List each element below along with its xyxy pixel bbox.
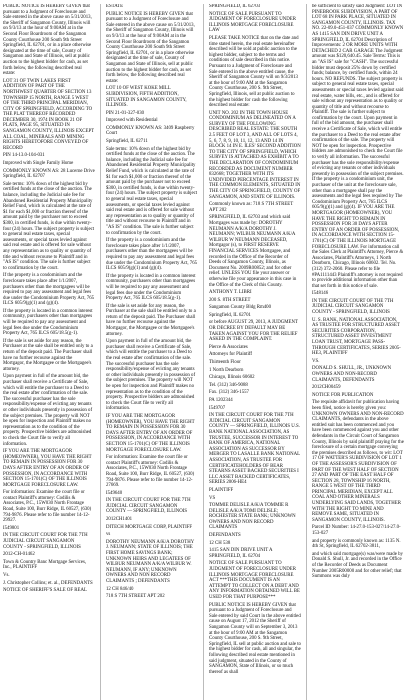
notice-paragraph: J. Christopher Collins; et. al., DEFENDANTS: [3, 580, 93, 586]
notice-paragraph: Springfield, IL 62711: [106, 139, 148, 145]
notice-paragraph: 1 North Dearborn: [209, 367, 244, 373]
notice-paragraph: and which said mortgage(s) was/were made by Donald S. Shull, Jr. and recorded in the Office of the Recorder of Deeds as Document Number 2005R00000 and for other relief; that Summons was duly: [312, 551, 403, 580]
notice-paragraph: be sufficient to satisfy said Judgment: LOT IN PINEBROOK SUBDIVISION, A PART OF LOT 68 IN PARK PLACE, SITUATED IN SANGAMON COUNTY, ILLINOIS. TAX NO. 22-09.0-451-037 COMMONLY KNOWN AS 1415 SAN DIN DRIVE UNIT A SPRINGFIELD, IL 62704 Description of Improvements: 2 OR MORE UNITS WITH DETACHED 2 CAR GARAGE The Judgment amount was $120,640.45. Sale Terms: This is an "AS IS" sale for "CASH". The successful bidder must deposit 25% down by certified funds; balance, by certified funds, within 24 hours. NO REFUNDS. The subject property is subject to general real estate taxes, special assessments or special taxes levied against said real estate, water bills, etc., and is offered for sale without any representation as to quality or quantity of title and without recourse to Plaintiff. The sale is further subject to confirmation by the court. Upon payment in full of the bid amount, the purchaser shall receive a Certificate of Sale, which will entitle the purchaser to a Deed to the real estate after confirmation of the sale. The property will NOT be open for inspection. Prospective bidders are admonished to check the Court file to verify all information. The successful purchaser has the sole responsibility/expense of evicting any tenants or other individuals presently in possession of the subject premises. If the property is a condominium unit, the purchaser of the unit at the foreclosure sale, other than a mortgagee shall pay the assessments and the legal fees required by The Condominium Property Act, 765 ILCS 605/9(g)(1) and (g)(4). IF YOU ARE THE MORTGAGOR (HOMEOWNER), YOU HAVE THE RIGHT TO REMAIN IN POSSESSION FOR 30 DAYS AFTER ENTRY OF AN ORDER OF POSSESSION, IN ACCORDANCE WITH SECTION 15-1701(C) OF THE ILLINOIS MORTGAGE FORECLOSURE LAW. For information call the Sales Clerk at Plaintiff's Attorney, Pierce & Associates, Plaintiff's Attorneys, 1 North Dearborn, Chicago, Illinois 60602. Tel. No. (312) 372-2060. Please refer to file #PA1111443 Plaintiff's attorney is not required to provide additional information other than that set forth in this notice of sale.: [312, 4, 404, 289]
notice-paragraph: NOTICE OF SALE PURSUANT TO JUDGMENT OF FORECLOSURE UNDER ILLINOIS MORTGAGE FORECLOSURE LAW: [209, 11, 296, 34]
notice-paragraph: ESTATE: [106, 4, 124, 9]
notice-paragraph: IN THE CIRCUIT COURT OF THE 7TH JUDICIAL CIRCUIT SANGAMON COUNTY - SPRINGFIELD, ILLINOIS: [312, 298, 394, 316]
notice-paragraph: The requisite affidavit for publication having been filed, notice is hereby given you: UNKNOWN OWNERS AND NON-RECORD CLAIMANTS, defendants in the above entitled suit has been commenced and you have been commenced against you and other defendants in the Circuit Court of Sangamon County, Illinois by said plaintiff praying for the foreclosure of a certain mortgage conveying the premises described as follows, to wit: LOT 17 OF WATTER'S SUBDIVISION OF LOT 1 OF THE ASSESSOR'S SUBDIVISION OF PART OF THE WEST HALF OF SECTION 27 AND PART OF THE EAST HALF OF SECTION 28, TOWNSHIP 16 NORTH, RANGE 5 WEST OF THE THIRD PRINCIPAL MERIDIAN, EXCEPT ALL COAL AND OTHER MINERALS UNDERLYING SAID LANDS, TOGETHER WITH THE RIGHT TO MINE AND REMOVE SAME, SITUATED IN SANGAMON COUNTY, ILLINOIS.: [312, 400, 404, 523]
notice-paragraph: Commonly known as: 718 S 7TH STREET APT 202: [209, 202, 294, 213]
notice-paragraph: PUBLIC NOTICE IS HEREBY GIVEN that pursuant to a Judgment of Foreclosure and Sale entered by said Court in the above entitled cause on August 17, 2012 the Sheriff of Sangamon County will on September 3, 2013 at the hour of 9:00 AM at the Sangamon County Courthouse, 200 S. 9th Street, Springfield, IL sell at public auction and sale to the highest bidder for cash, all and singular, the following described real estate mentioned in said judgment, situated in the County of SANGAMON, State of Illinois, or so much thereof as shall: [209, 602, 301, 675]
notice-paragraph: SPRINGFIELD, IL 62703: [209, 4, 261, 9]
notice-paragraph: NOTICE OF SALE PURSUANT TO JUDGMENT OF FORECLOSURE UNDER ILLINOIS MORTGAGE FORECLOSURE ACT ***THIS DOCUMENT IS AN ATTEMPT TO COLLECT ON A DEBT AND ANY INFORMATION OBTAINED WILL BE USED FOR THAT PURPOSE***: [209, 561, 300, 600]
notice-paragraph: PIN 21-01-327-030: [106, 110, 145, 116]
notice-paragraph: Parcel ID Number: 14-27.0-153-027/14-27.0-153-027: [312, 525, 401, 537]
notice-paragraph: and property is commonly known as: 1135 N. 4th St, Springfield, IL 62702-3811,: [312, 538, 401, 550]
notice-paragraph: PLAINTIFF: [209, 487, 234, 493]
notice-paragraph: UNIT NO. 202 IN THE TOWN HOUSE CONDOMINIUM AS DELINEATED ON A SURVEY OF THE FOLLOWING DESCRIBED REAL ESTATE: THE SOUTH 2.5 FEET OF LOT 3, AND ALL OF LOTS 4, 5, 6, 7, 8, 9, 10, 11, 12, 13 AND 14 IN BLOCK 14 IN E. ILES' SECOND ADDITION TO THE CITY OF SPRINGFIELD, WHICH SURVEY IS ATTACHED AS EXHIBIT A TO THE DECLARATION OF CONDOMINIUM RECORDED AS DOCUMENT NUMBER 832668; TOGETHER WITH ITS UNDIVIDED PERCENTAGE INTEREST IN THE COMMON ELEMENTS, SITUATED IN THE CITY OF SPRINGFIELD, COUNTY OF SANGAMON, AND STATE OF ILLINOIS.: [209, 110, 301, 200]
column-4: [312, 4, 404, 700]
notice-paragraph: PA 1202344: [209, 398, 233, 403]
notice-paragraph: If the sale is set aside for any reason, the Purchaser at the sale shall be entitled only to a return of the deposit paid. The Purchaser shall have no further recourse against the Mortgagor, the Mortgagee or the Mortgagee's attorney.: [3, 338, 93, 372]
notice-paragraph: IF YOU ARE THE MORTGAGOR (HOMEOWNER), YOU HAVE THE RIGHT TO REMAIN IN POSSESSION FOR 30 DAYS AFTER ENTRY OF AN ORDER OF POSSESSION, IN ACCORDANCE WITH SECTION 15-1701(C) OF THE ILLINOIS MORTGAGE FORECLOSURE LAW.: [3, 449, 92, 488]
notice-paragraph: PUBLIC NOTICE IS HEREBY GIVEN that pursuant to a Judgment of Foreclosure and Sale entered in the above cause on 5/31/2013, the Sheriff of Sangamon County, Illinois will on 9/3/13 at the hour of 9:00AM at in the Second Floor Boardroom of the Sangamon County Courthouse 200 South 9th Street Springfield, IL 62701, or in a place otherwise designated at the time of sale, County of Sangamon and State of Illinois, sell at public auction to the highest bidder for cash, as set forth below, the following described real estate:: [3, 4, 92, 77]
notice-paragraph: Sale terms: 10% down of the highest bid by certified funds at the close of the auction. The balance, including the Judicial sale fee for Abandoned Residential Property Municipality Relief Fund, which is calculated at the rate of $1 for each $1,000 or fraction thereof of the amount paid by the purchaser not to exceed $300, in certified funds, is due within twenty-four (24) hours. The subject property is subject to general real estate taxes, special assessments, or special taxes levied against said real estate and is offered for sale without any representation as to quality or quantity of title and without recourse to Plaintiff and in "AS IS" condition. The sale is further subject to confirmation by the court.: [3, 181, 95, 271]
notice-paragraph: 2012CH1401: [106, 517, 133, 523]
notice-paragraph: Improved with Single Family Home: [3, 161, 74, 167]
notice-paragraph: Springfield, IL 62701: [209, 312, 251, 318]
notice-paragraph: NOTICE FOR PUBLICATION: [312, 392, 374, 398]
notice-paragraph: LOT 10 OF WEST KOKE MILL SUBDIVISION, FIFTH ADDITION, SITUATED IN SANGAMON COUNTY, ILLINOIS.: [106, 86, 187, 109]
notice-paragraph: 2012CH00459: [312, 385, 341, 391]
notice-paragraph: If the property is located in a common interest community, purchasers other than mortgagees will be required to pay any assessment and legal fees due under the Condominium Property Act, 765 ILCS 605/18.5(g-1).: [3, 308, 93, 337]
notice-paragraph: PLEASE TAKE NOTICE that on the date and time stated herein, the real estate hereinafter described will be sold at public auction to the highest bidder, subject to the terms and conditions of sale described in this notice. Pursuant to a Judgment of Foreclosure and Sale entered in the above entitled cause, the Sheriff of Sangamon County will on 9/3/2013 at the hour of 9:00 AM at the Sangamon County Courthouse, 200 S. 9th Street, Springfield, Illinois, sell at public auction to the highest bidder for cash the following described real estate:: [209, 35, 299, 109]
notice-paragraph: LOT 31 OF TWIN LAKES FIRST ADDITION OF PART OF THE NORTHWEST QUARTER OF SECTION 13 TOWNSHIP 15 NORTH, RANGE 5 WEST OF THE THIRD PRINCIPAL MERIDIAN, CITY OF SPRINGFIELD, ACCORDING TO THE PLAT THEREOF RECORDED DECEMBER 30, 1974 IN BOOK 21 OF PLATS, PAGE 95, SITUATED IN SANGAMON COUNTY, ILLINOIS EXCEPT ALL COAL, MINERALS AND MINING RIGHTS HERETOFORE CONVEYED OF RECORD: [3, 78, 95, 151]
notice-paragraph: Improved with Residential: [106, 118, 158, 124]
notice-paragraph: 1415 SAN DIN DRIVE UNIT A SPRINGFIELD, IL 62704: [209, 548, 273, 559]
notice-paragraph: 200 S. 8TH STREET: [209, 297, 251, 303]
notice-paragraph: If the property is located in a common interest community, purchasers other than mortgagees will be required to pay any assessment and legal fees due under the Condominium Property Act, 765 ILCS 605/18.5(g-1).: [106, 273, 196, 302]
notice-paragraph: vs: [106, 532, 111, 538]
notice-paragraph: 718 S 7TH STREET APT 202: [106, 594, 165, 600]
notice-paragraph: PIN 14-13.0-104-031: [3, 153, 45, 159]
notice-paragraph: 2012-CH-01462: [3, 552, 35, 558]
notice-paragraph: Attorneys for Plaintiff: [209, 352, 252, 358]
notice-paragraph: Pierce & Associates: [209, 344, 248, 350]
notice-paragraph: VS: [209, 495, 216, 501]
notice-paragraph: DEFENDANTS: [209, 533, 241, 539]
notice-paragraph: Upon payment in full of the amount bid, the purchaser shall receive a Certificate of Sale, which will entitle the purchaser to a Deed to the real estate after confirmation of the sale. The successful purchaser has the sole responsibility/expense of evicting any tenants or other individuals presently in possession of the subject premises. The property will NOT be open for inspection and Plaintiff makes no representation as to the condition of the property. Prospective bidders are admonished to check the Court file to verify all information.: [3, 374, 93, 447]
notice-paragraph: I549707: [209, 405, 226, 411]
notice-paragraph: COMMONLY KNOWN AS: 3409 Raspberry Court: [106, 125, 195, 137]
notice-paragraph: Upon payment in full of the amount bid, the purchaser shall receive a Certificate of Sale, which will entitle the purchaser to a Deed to the real estate after confirmation of the sale. The successful purchaser has the sole responsibility/expense of evicting any tenants or other individuals presently in possession of the subject premises. The property will NOT be open for inspection and Plaintiff makes no representation as to the condition of the property. Prospective bidders are admonished to check the Court file to verify all information.: [106, 339, 196, 412]
notice-paragraph: Vs.: [3, 573, 10, 578]
notice-paragraph: DOROTHY NEUMANN A/K/A DOROTHY J. NEUMANN; STATE OF ILLINOIS; THE FIRST HOME SAVINGS BANK; UNKNOWN HEIRS AND LEGATEES OF WILBUR NEUMANN A/K/A WILBUR W. NEUMANN, IF ANY; UNKNOWN OWNERS AND NON RECORD CLAIMANTS ; DEFENDANTS: [106, 539, 195, 584]
notice-paragraph: I549801: [3, 525, 20, 531]
notice-paragraph: COMMONLY KNOWN AS: 28 Lucerne Drive Springfield, IL 62707: [3, 168, 95, 180]
notice-paragraph: If the property is a condominium and the foreclosure takes place after 1/1/2007, purchasers other than the mortgagees will be required to pay any assessment and legal fees due under the Condominium Property Act, 765 ILCS 605/9(g)(1) and (g)(4).: [3, 273, 95, 307]
notice-paragraph: I549640: [106, 490, 123, 496]
notice-paragraph: TOMMIE DELISLE A/K/A TOMMIE R DELISLE A/K/A TOMI DELISLE; ROCHESTER STATE BANK; UNKNOWN OWNERS AND NON RECORD CLAIMANTS: [209, 503, 296, 531]
column-separator: [100, 4, 101, 700]
notice-paragraph: Town & Country Banc Mortgage Services, Inc., PLAINTIFF: [3, 559, 87, 571]
notice-paragraph: IF YOU ARE THE MORTGAGOR (HOMEOWNER), YOU HAVE THE RIGHT TO REMAIN IN POSSESSION FOR 30 DAYS AFTER ENTRY OF AN ORDER OF POSSESSION, IN ACCORDANCE WITH SECTION 15-1701(C) OF THE ILLINOIS MORTGAGE FORECLOSURE LAW.: [106, 413, 195, 453]
notice-paragraph: Fax. (312) 346-1557: [209, 390, 249, 396]
notice-paragraph: If the property is a condominium and the foreclosure takes place after 1/1/2007, purchasers other than the mortgagees will be required to pay any assessment and legal fees due under the Condominium Property Act, 765 ILCS 605/9(g)(1) and (g)(4).: [106, 238, 198, 272]
column-3: [209, 4, 301, 700]
notice-paragraph: ANTHONY T. LIBRI: [209, 290, 252, 296]
notice-paragraph: VS.: [312, 358, 320, 364]
notice-paragraph: SPRINGFIELD, IL 62703 and which said Mortgages was made by: DOROTHY NEUMANN A/K/A DOROTHY J. NEUMANN; WILBUR NEUMANN A/K/A WILBUR W NEUMANN DECEASED, Mortgagor (s), to FIRST RESERVE FINANCIAL SERVICES Mortgagee, and recorded in the Office of the Recorder of Deeds of Sangamon County, Illinois, as Document No. 2009R00852; and for other relief. UNLESS YOU file your answer or otherwise file your appearance in this case in the Office of the Clerk of this County.: [209, 215, 297, 288]
notice-paragraph: Sale terms: 10% down of the highest bid by certified funds at the close of the auction. The balance, including the Judicial sale fee for Abandoned Residential Property Municipality Relief Fund, which is calculated at the rate of $1 for each $1,000 or fraction thereof of the amount paid by the purchaser not to exceed $300, in certified funds, is due within twenty-four (24) hours. The subject property is subject to general real estate taxes, special assessments, or special taxes levied against said real estate and is offered for sale without any representation as to quality or quantity of title and without recourse to Plaintiff and in "AS IS" condition. The sale is further subject to confirmation by the court.: [106, 146, 198, 236]
notice-paragraph: Sangamon County Bldg Rm400: [209, 305, 272, 311]
notice-paragraph: DONALD S. SHULL, JR., UNKNOWN OWNERS AND NON-RECORD CLAIMANTS, DEFENDANTS: [312, 366, 392, 383]
notice-paragraph: 12 CH 538: [209, 540, 231, 546]
notice-paragraph: PUBLIC NOTICE IS HEREBY GIVEN that pursuant to a Judgment of Foreclosure and Sale entered in the above cause on 5/31/2013, the Sheriff of Sangamon County, Illinois will on 9/3/13 at the hour of 9:00AM at in the Second Floor Boardroom of the Sangamon County Courthouse 200 South 9th Street Springfield, IL 62701, or in a place otherwise designated at the time of sale, County of Sangamon and State of Illinois, sell at public auction to the highest bidder for cash, as set forth below, the following described real estate:: [106, 11, 195, 84]
notice-paragraph: IN THE CIRCUIT COURT FOR THE 7TH JUDICIAL CIRCUIT SANGAMON COUNTY — SPRINGFIELD, ILLINOIS U.S. BANK NATIONAL ASSOCIATION, AS TRUSTEE, SUCCESSOR IN INTEREST TO BANK OF AMERICA, NATIONAL ASSOCIATION AS SUCCESSOR BY MERGER TO LASALLE BANK NATIONAL ASSOCIATION, AS TRUSTEE FOR CERTIFICATEHOLDERS OF BEAR STEARNS ASSET BACKED SECURITIES I LLC ASSET BACKED CERTIFICATES, SERIES 2006-HE4: [209, 413, 300, 486]
column-1: [3, 4, 95, 700]
notice-paragraph: IN THE CIRCUIT COURT FOR THE 7TH JUDICIAL CIRCUIT SANGAMON COUNTY - SPRINGFIELD, ILLINOIS: [3, 533, 88, 550]
notice-paragraph: NOTICE OF SHERIFF'S SALE OF REAL: [3, 588, 87, 594]
column-2: [106, 4, 198, 700]
notice-paragraph: DITECH MORTGAGE CORP, PLAINTIFF: [106, 524, 193, 530]
notice-paragraph: Tel. (312) 346-9088: [209, 382, 248, 388]
notice-paragraph: For information: Examine the court file or contact Plaintiff's attorney: Codilis & Associates, P.C., 15W030 North Frontage Road, Suite 100, Burr Ridge, IL 60527, (630) 794-9876. Please refer to file number 14-12-27669.: [106, 455, 195, 489]
notice-paragraph: 12 CH 846/40: [106, 586, 134, 592]
column-separator: [306, 4, 307, 700]
notice-paragraph: or before AUGUST 29, 2013, A JUDGMENT OR DECREE BY DEFAULT MAY BE TAKEN AGAINST YOU FOR THE RELIEF ASKED IN THE COMPLAINT.: [209, 320, 298, 343]
notice-paragraph: If the sale is set aside for any reason, the Purchaser at the sale shall be entitled only to a return of the deposit paid. The Purchaser shall have no further recourse against the Mortgagor, the Mortgagee or the Mortgagee's attorney.: [106, 303, 196, 337]
column-separator: [203, 4, 204, 700]
notice-paragraph: U. S. BANK, NATIONAL ASSOCIATION, AS TRUSTEE FOR STRUCTURED ASSET SECURITIES CORPORATION, STRUCTURED ASSET INVESTMENT LOAN TRUST, MORTGAGE PASS-THROUGH CERTIFICATES, SERIES 2005-HE3, PLAINTIFF: [312, 317, 401, 357]
notice-paragraph: IN THE CIRCUIT COURT FOR THE 7TH JUDICIAL CIRCUIT SANGAMON COUNTY — SPRINGFIELD, ILLINOIS: [106, 498, 191, 515]
notice-paragraph: Chicago, Illinois 60602: [209, 375, 255, 381]
notice-paragraph: For information: Examine the court file or contact Plaintiff's attorney: Codilis & Associates, P.C., 15W030 North Frontage Road, Suite 100, Burr Ridge, IL 60527, (630) 794-9876. Please refer to file number 14-12-29927.: [3, 490, 92, 524]
notice-paragraph: I548146: [312, 291, 329, 297]
notice-paragraph: Thirteenth Floor: [209, 360, 241, 366]
